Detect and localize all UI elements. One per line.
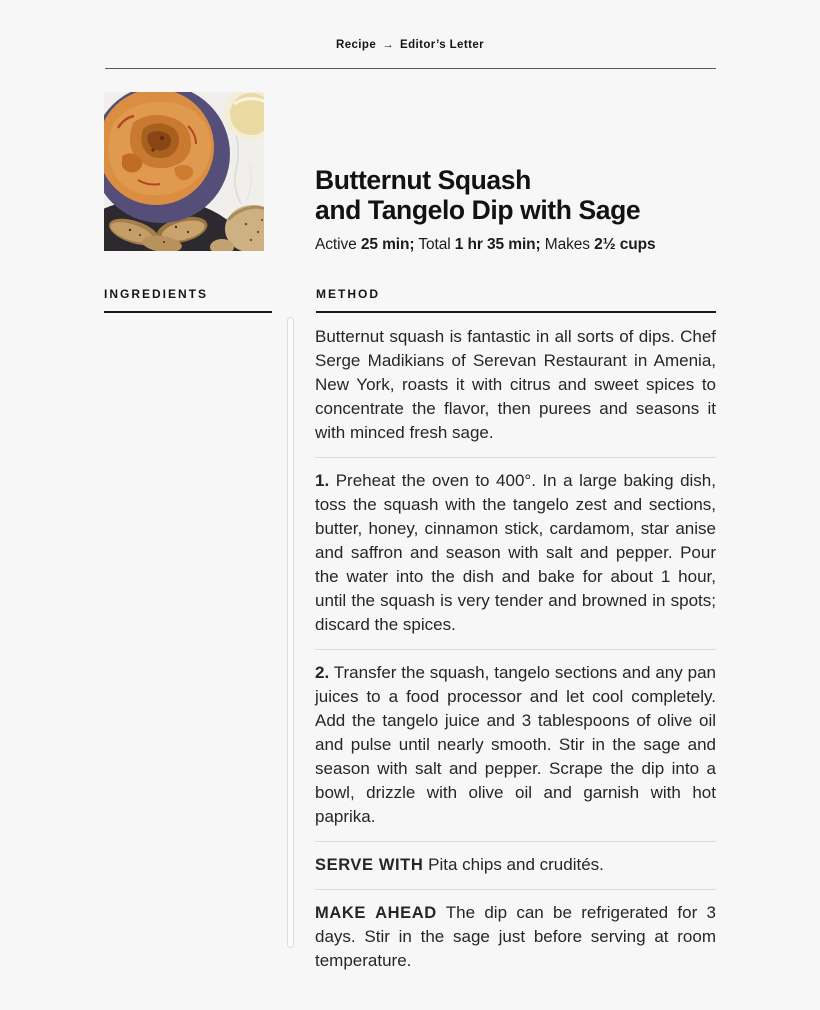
make-ahead-label: MAKE AHEAD bbox=[315, 904, 437, 922]
recipe-photo bbox=[104, 92, 264, 251]
total-value: 1 hr 35 min; bbox=[454, 236, 541, 253]
section-divider bbox=[315, 649, 716, 650]
method-step-2 bbox=[315, 661, 716, 829]
page-title bbox=[315, 165, 725, 225]
step-1-number: 1. bbox=[315, 471, 330, 490]
active-label: Active bbox=[315, 236, 361, 253]
arrow-right-icon: → bbox=[382, 39, 395, 51]
serve-with-label: SERVE WITH bbox=[315, 856, 424, 874]
step-1-text: Preheat the oven to 400°. In a large baking dish, toss the squash with the tangelo zest and sections, butter, honey, cinnamon stick, cardamom, star anise and saffron and season with salt and pepper. Pour the water into the dish and bake for about 1 hour, until the squash is very tender and browned in spots; discard the spices. bbox=[315, 471, 716, 634]
makes-value: 2½ cups bbox=[594, 236, 656, 253]
method-body bbox=[315, 316, 716, 973]
makes-label: Makes bbox=[540, 236, 595, 253]
method-intro: Butternut squash is fantastic in all sorts of dips. Chef Serge Madikians of Serevan Restaurant in Amenia, New York, roasts it with citrus and sweet spices to concentrate the flavor, then purees and seasons it with minced fresh sage. bbox=[315, 327, 716, 442]
title-block bbox=[315, 165, 725, 254]
section-divider bbox=[315, 841, 716, 842]
serve-with-note bbox=[315, 853, 716, 877]
ingredients-heading: INGREDIENTS bbox=[104, 287, 272, 313]
serve-with-text: Pita chips and crudités. bbox=[423, 855, 604, 874]
title-line-2: and Tangelo Dip with Sage bbox=[315, 195, 641, 225]
method-step-1 bbox=[315, 469, 716, 637]
title-line-1: Butternut Squash bbox=[315, 165, 531, 195]
breadcrumb-current[interactable]: Editor’s Letter bbox=[400, 39, 484, 51]
breadcrumb bbox=[0, 39, 820, 51]
recipe-meta bbox=[315, 236, 725, 254]
section-divider bbox=[315, 457, 716, 458]
method-heading: METHOD bbox=[316, 287, 716, 313]
make-ahead-note bbox=[315, 901, 716, 973]
total-label: Total bbox=[414, 236, 455, 253]
step-2-text: Transfer the squash, tangelo sections and any pan juices to a food processor and let cool completely. Add the tangelo juice and 3 tablespoons of olive oil and pulse until nearly smooth. Stir in the sage and season with salt and pepper. Scrape the dip into a bowl, drizzle with olive oil and garnish with hot paprika. bbox=[315, 663, 717, 826]
method-scrollbar[interactable] bbox=[287, 317, 294, 948]
section-divider bbox=[315, 889, 716, 890]
step-2-number: 2. bbox=[315, 663, 330, 682]
breadcrumb-section[interactable]: Recipe bbox=[336, 39, 377, 51]
header-divider bbox=[105, 68, 716, 69]
active-value: 25 min; bbox=[360, 236, 415, 253]
make-ahead-text: The dip can be refrigerated for 3 days. Stir in the sage just before serving at room temperature. bbox=[315, 903, 717, 970]
